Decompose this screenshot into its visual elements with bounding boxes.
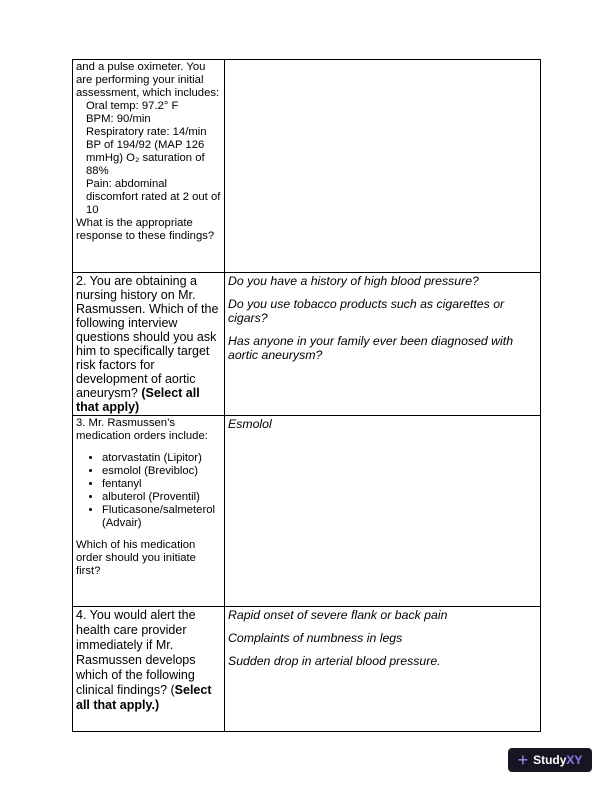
question-text: 2. You are obtaining a nursing history on Mr. Rasmussen. Which of the following interview questions should you ask him to specifically target risk factors for development of aortic aneurysm? — [76, 274, 219, 400]
vital-bpm: BPM: 90/min — [86, 113, 151, 125]
question-cell — [73, 607, 225, 732]
answer-cell — [225, 416, 541, 607]
table-row — [73, 416, 541, 607]
medication-item: • Fluticasone/salmeterol (Advair) — [102, 504, 221, 530]
table-row — [73, 607, 541, 732]
answer-cell — [225, 273, 541, 416]
medication-item: • esmolol (Brevibloc) — [102, 465, 221, 478]
medication-list — [76, 452, 221, 530]
answer-item: Rapid onset of severe flank or back pain — [228, 608, 448, 622]
studyxy-watermark — [508, 748, 592, 772]
plus-icon: + — [517, 749, 529, 770]
question-text: 3. Mr. Rasmussen’s medication orders include: — [76, 417, 208, 442]
question-cell — [73, 273, 225, 416]
answer-item: Do you have a history of high blood pressure? — [228, 274, 479, 288]
select-all-note: (Select all that apply) — [76, 386, 200, 414]
select-all-note: Select all that apply.) — [76, 683, 212, 712]
answer-cell — [225, 607, 541, 732]
vital-pain: Pain: abdominal discomfort rated at 2 out of 10 — [86, 178, 221, 216]
question-closing: Which of his medication order should you initiate first? — [76, 539, 196, 577]
vital-resp: Respiratory rate: 14/min — [86, 126, 207, 138]
question-text: 4. You would alert the health care provider immediately if Mr. Rasmussen develops which of the following clinical findings? ( — [76, 608, 196, 697]
question-cell — [73, 416, 225, 607]
question-closing: What is the appropriate response to these findings? — [76, 217, 215, 242]
watermark-text: StudyXY — [533, 752, 583, 767]
answer-cell — [225, 60, 541, 273]
vital-bp: BP of 194/92 (MAP 126 mmHg) O₂ saturation of 88% — [86, 139, 205, 177]
medication-item: • albuterol (Proventil) — [102, 491, 221, 504]
answer-item: Esmolol — [228, 417, 272, 431]
question-cell — [73, 60, 225, 273]
answer-item: Has anyone in your family ever been diagnosed with aortic aneurysm? — [228, 334, 514, 362]
vital-temp: Oral temp: 97.2° F — [86, 100, 179, 112]
answer-item: Sudden drop in arterial blood pressure. — [228, 654, 441, 668]
table-row — [73, 60, 541, 273]
medication-item: • fentanyl — [102, 478, 221, 491]
table-row — [73, 273, 541, 416]
answer-item: Complaints of numbness in legs — [228, 631, 403, 645]
answer-item: Do you use tobacco products such as cigarettes or cigars? — [228, 297, 505, 325]
question-table — [72, 59, 541, 732]
medication-item: • atorvastatin (Lipitor) — [102, 452, 221, 465]
question-text: and a pulse oximeter. You are performing your initial assessment, which includes: — [76, 61, 220, 99]
